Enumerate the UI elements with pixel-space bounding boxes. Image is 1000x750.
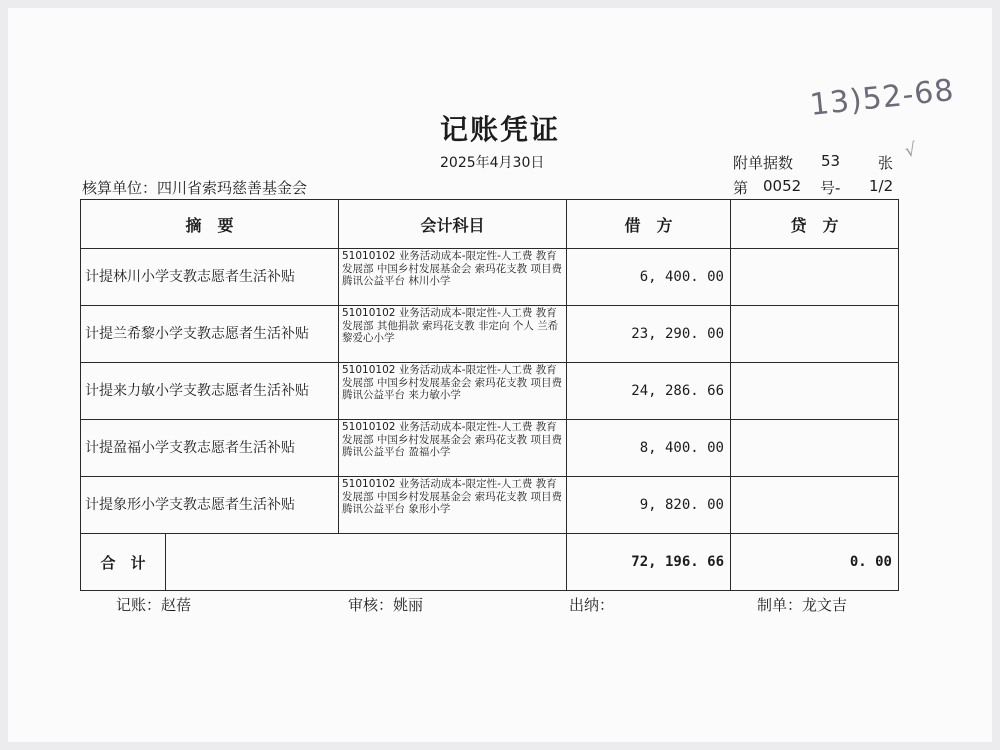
row-summary: 计提盈福小学支教志愿者生活补贴 [81,420,339,477]
attachments-count: 53 [821,152,841,170]
row-account-text: 51010102 业务活动成本-限定性-人工费 教育发展部 中国乡村发展基金会 索玛花支教 项目费 腾讯公益平台 盈福小学 [342,421,563,458]
table-row [81,477,899,534]
cashier [569,594,614,615]
attachments-label: 附单据数 [733,154,794,172]
row-credit [731,306,899,363]
reviewer-name: 姚丽 [393,596,424,614]
voucher-date: 2025年4月30日 [440,155,545,171]
row-summary: 计提林川小学支教志愿者生活补贴 [81,249,339,306]
row-debit: 9, 820. 00 [567,477,731,534]
row-account [339,363,567,420]
row-account-text: 51010102 业务活动成本-限定性-人工费 教育发展部 其他捐款 索玛花支教 非定向 个人 兰希黎爱心小学 [342,307,559,344]
preparer-name: 龙文吉 [802,596,848,614]
row-account [339,420,567,477]
row-summary: 计提来力敏小学支教志愿者生活补贴 [81,363,339,420]
row-credit [731,477,899,534]
table-row [81,306,899,363]
bookkeeper [116,594,191,615]
accounting-unit-label: 核算单位： [82,179,158,197]
row-debit: 8, 400. 00 [567,420,731,477]
header-debit: 借 方 [567,200,731,249]
row-account [339,249,567,306]
voucher-title: 记账凭证 [439,113,560,146]
page-indicator: 1/2 [869,177,894,195]
table-header-row [81,200,899,249]
attachments-unit: 张 [878,154,894,172]
reviewer [348,594,423,615]
accounting-unit [82,177,307,198]
table-row [81,420,899,477]
bookkeeper-name: 赵蓓 [161,596,192,614]
row-account-text: 51010102 业务活动成本-限定性-人工费 教育发展部 中国乡村发展基金会 索玛花支教 项目费 腾讯公益平台 象形小学 [342,478,563,515]
handwritten-mark: √ [902,139,919,162]
preparer [757,594,847,615]
cashier-label: 出纳： [569,596,615,614]
row-account-text: 51010102 业务活动成本-限定性-人工费 教育发展部 中国乡村发展基金会 索玛花支教 项目费 腾讯公益平台 来力敏小学 [342,364,563,401]
row-credit [731,363,899,420]
total-cell [81,534,567,591]
preparer-label: 制单： [757,596,803,614]
handwritten-note: 13)52-68 [808,72,957,123]
total-label: 合 计 [81,534,166,590]
row-summary: 计提兰希黎小学支教志愿者生活补贴 [81,306,339,363]
row-credit [731,249,899,306]
total-debit: 72, 196. 66 [567,534,731,591]
total-credit: 0. 00 [731,534,899,591]
row-credit [731,420,899,477]
voucher-no-label: 第 [733,179,749,197]
voucher-table [80,199,899,591]
row-summary: 计提象形小学支教志愿者生活补贴 [81,477,339,534]
total-blank [166,534,566,590]
row-account [339,477,567,534]
header-summary: 摘 要 [81,200,339,249]
row-debit: 24, 286. 66 [567,363,731,420]
row-account [339,306,567,363]
accounting-unit-name: 四川省索玛慈善基金会 [157,179,308,197]
header-credit: 贷 方 [731,200,899,249]
row-debit: 6, 400. 00 [567,249,731,306]
bookkeeper-label: 记账： [116,596,162,614]
row-debit: 23, 290. 00 [567,306,731,363]
total-row [81,534,899,591]
reviewer-label: 审核： [348,596,394,614]
table-row [81,363,899,420]
row-account-text: 51010102 业务活动成本-限定性-人工费 教育发展部 中国乡村发展基金会 索玛花支教 项目费 腾讯公益平台 林川小学 [342,250,563,287]
table-row [81,249,899,306]
voucher-number: 0052 [763,177,802,195]
voucher-no-suffix: 号- [820,179,841,197]
header-account: 会计科目 [339,200,567,249]
